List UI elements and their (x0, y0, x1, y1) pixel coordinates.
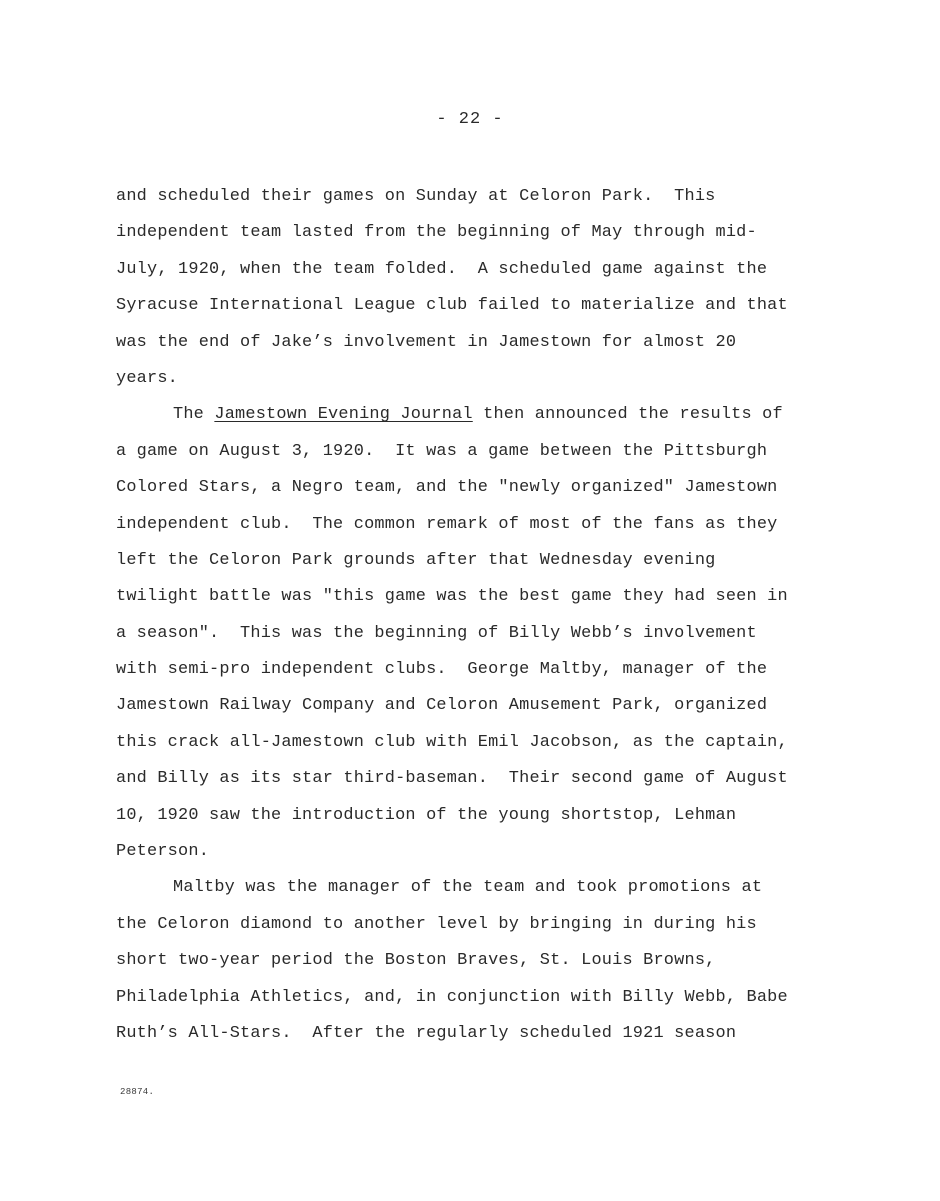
paragraph (116, 397, 866, 870)
text-line: Peterson. (116, 842, 210, 862)
text-line: July, 1920, when the team folded. A scheduled game against the (116, 259, 768, 279)
text-line: and Billy as its star third-baseman. Their second game of August (116, 769, 788, 789)
page-number: - 22 - (436, 110, 504, 129)
text-line: independent team lasted from the beginning of May through mid- (116, 223, 757, 243)
text-line: was the end of Jake’s involvement in Jamestown for almost 20 (116, 332, 737, 352)
text-line: independent club. The common remark of most of the fans as they (116, 514, 778, 534)
text-line (116, 397, 866, 433)
text-line: Syracuse International League club failed to materialize and that (116, 296, 788, 316)
text-line: a game on August 3, 1920. It was a game between the Pittsburgh (116, 441, 768, 461)
text-line: this crack all-Jamestown club with Emil Jacobson, as the captain, (116, 732, 788, 752)
text-line (116, 870, 866, 906)
text-line: with semi-pro independent clubs. George Maltby, manager of the (116, 660, 768, 680)
text-fragment: The (173, 405, 215, 425)
text-line: a season". This was the beginning of Billy Webb’s involvement (116, 623, 757, 643)
paragraph (116, 179, 866, 397)
text-line: Jamestown Railway Company and Celoron Amusement Park, organized (116, 696, 768, 716)
text-fragment: then announced the results of (472, 405, 783, 425)
body-text (116, 179, 866, 1052)
newspaper-title: Jamestown Evening Journal (214, 405, 473, 425)
document-code: 28874. (120, 1087, 155, 1097)
text-fragment: Maltby was the manager of the team and took promotions at (173, 878, 763, 898)
text-line: the Celoron diamond to another level by bringing in during his (116, 914, 757, 934)
text-line: Philadelphia Athletics, and, in conjunction with Billy Webb, Babe (116, 987, 788, 1007)
paragraph (116, 870, 866, 1052)
text-line: short two-year period the Boston Braves, St. Louis Browns, (116, 951, 716, 971)
text-line: twilight battle was "this game was the best game they had seen in (116, 587, 788, 607)
text-line: Colored Stars, a Negro team, and the "newly organized" Jamestown (116, 478, 778, 498)
text-line: left the Celoron Park grounds after that Wednesday evening (116, 550, 716, 570)
text-line: 10, 1920 saw the introduction of the young shortstop, Lehman (116, 805, 737, 825)
text-line: Ruth’s All-Stars. After the regularly scheduled 1921 season (116, 1023, 737, 1043)
text-line: and scheduled their games on Sunday at Celoron Park. This (116, 187, 716, 206)
text-line: years. (116, 368, 179, 388)
